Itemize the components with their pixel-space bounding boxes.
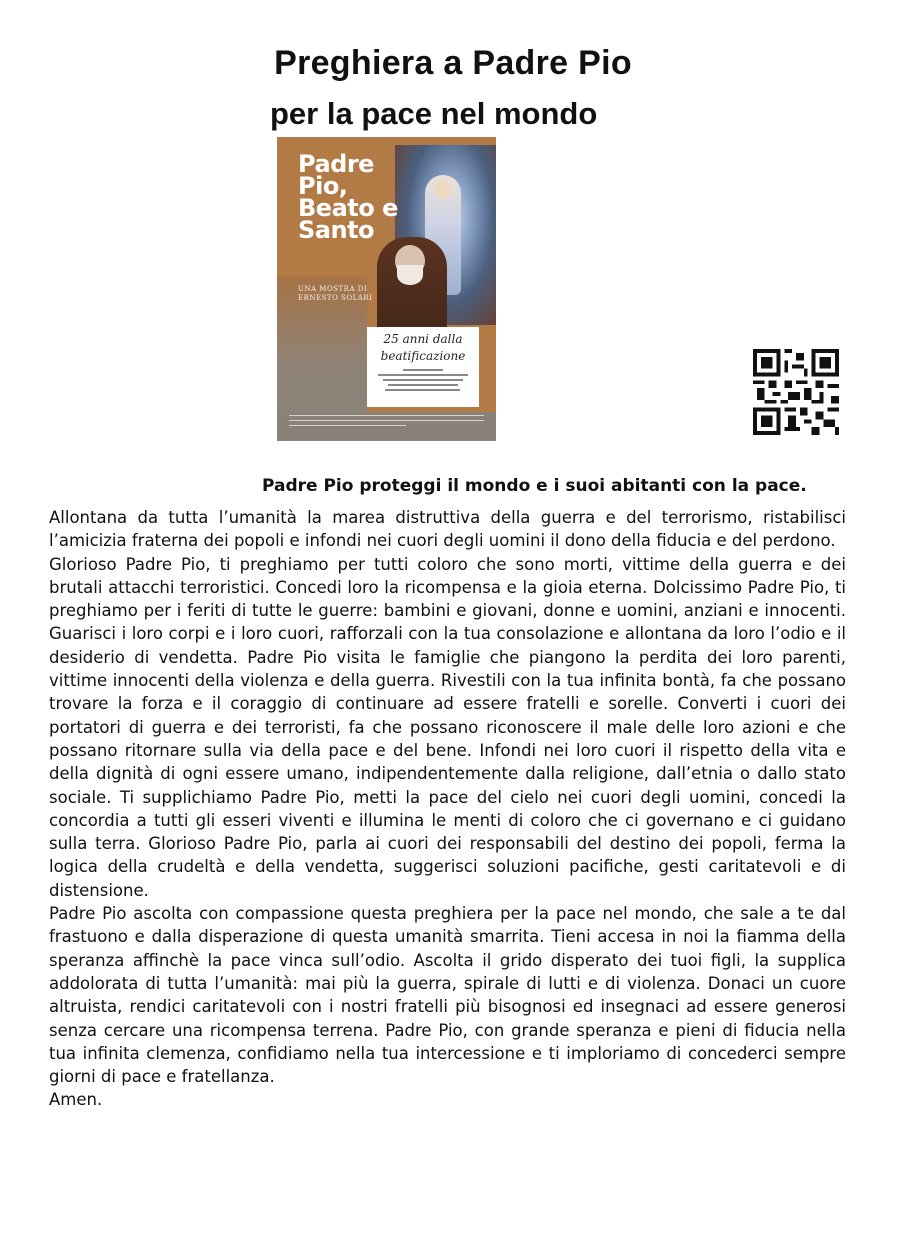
prayer-invocation: Padre Pio proteggi il mondo e i suoi abitanti con la pace. bbox=[262, 476, 807, 496]
poster-fine-print bbox=[373, 369, 473, 394]
poster-subtitle: UNA MOSTRA DI ERNESTO SOLARI bbox=[298, 285, 373, 302]
page-subtitle: per la pace nel mondo bbox=[270, 96, 598, 131]
poster-footer bbox=[289, 415, 484, 430]
prayer-closing: Amen. bbox=[49, 1090, 103, 1110]
prayer-paragraph: Allontana da tutta l’umanità la marea distruttiva della guerra e del terrorismo, ristabilisci l’amicizia fraterna dei popoli e infondi nei cuori degli uomini il dono della fiducia e del perdono. bbox=[49, 508, 846, 551]
prayer-paragraph: Padre Pio ascolta con compassione questa preghiera per la pace nel mondo, che sale a te dal frastuono e dalla disperazione di questa umanità smarrita. Tieni accesa in noi la fiamma della speranza affinchè la pace vinca sull’odio. Ascolta il grido disperato dei tuoi figli, la supplica addolorata di tutta l’umanità: mai più la guerra, spirale di lutti e di violenza. Donaci un cuore altruista, rendici caritatevoli con i nostri fratelli più bisognosi ed insegnaci ad essere generosi senza cercare una ricompensa terrena. Padre Pio, con grande speranza e pieni di fiducia nella tua infinita clemenza, confidiamo nella tua intercessione e ti imploriamo di concederci sempre giorni di pace e fratellanza. bbox=[49, 904, 846, 1087]
prayer-paragraph: Glorioso Padre Pio, ti preghiamo per tutti coloro che sono morti, vittime della guerra e dei brutali attacchi terroristici. Concedi loro la ricompensa e la gioia eterna. Dolcissimo Padre Pio, ti preghiamo per i feriti di tutte le guerre: bambini e giovani, donne e uomini, anziani e innocenti. Guarisci i loro corpi e i loro cuori, rafforzali con la tua consolazione e allontana da loro l’odio e il desiderio di vendetta. Padre Pio visita le famiglie che piangono la perdita dei loro parenti, vittime innocenti della violenza e della guerra. Rivestili con la tua infinita bontà, fa che possano trovare la forza e il coraggio di continuare ad essere fratelli e sorelle. Converti i cuori dei portatori di guerra e dei terroristi, fa che possano riconoscere il male delle loro azioni e che possano ritornare sulla via della pace e del bene. Infondi nei loro cuori il rispetto della vita e della dignità di ogni essere umano, indipendentemente dalla religione, dall’etnia o dallo stato sociale. Ti supplichiamo Padre Pio, metti la pace del cielo nei cuori degli uomini, concedi la concordia a tutti gli esseri viventi e illumina le menti di coloro che ci governano e ci guidano sulla terra. Glorioso Padre Pio, parla ai cuori dei responsabili del destino dei popoli, ferma la logica della crudeltà e della vendetta, suggerisci soluzioni pacifiche, gesti caritatevoli e di distensione. bbox=[49, 554, 846, 900]
poster-anniversary: 25 anni dalla beatificazione bbox=[380, 332, 466, 363]
poster-title: Padre Pio, Beato e Santo bbox=[298, 150, 398, 244]
qr-code-icon bbox=[752, 349, 840, 435]
prayer-text bbox=[49, 506, 846, 1112]
page-title: Preghiera a Padre Pio bbox=[274, 44, 632, 82]
exhibition-poster bbox=[277, 137, 496, 441]
